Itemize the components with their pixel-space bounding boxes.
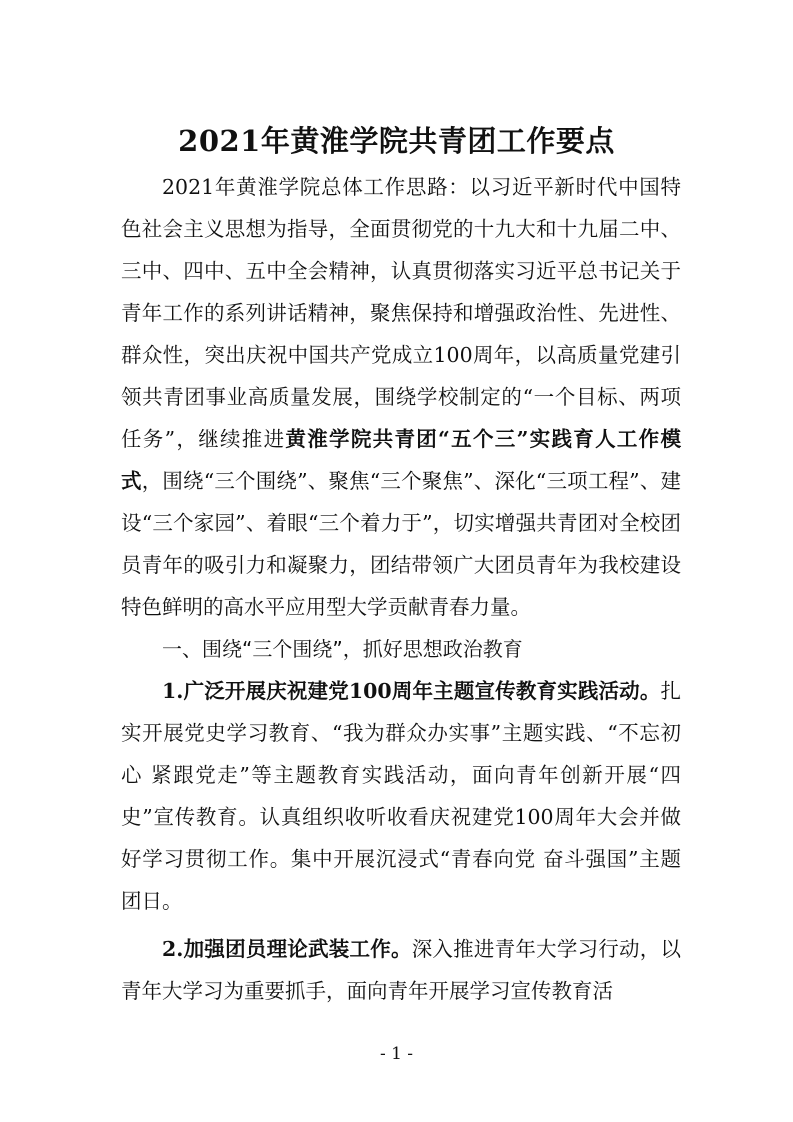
item-1-title: 1.广泛开展庆祝建党100周年主题宣传教育实践活动。	[162, 679, 661, 703]
document-body	[121, 166, 681, 1012]
item-2-paragraph	[121, 928, 681, 1012]
document-title: 2021年黄淮学院共青团工作要点	[178, 124, 615, 159]
page-number: - 1 -	[379, 1044, 414, 1064]
intro-text-part1: 以习近平新时代中国特色社会主义思想为指导，全面贯彻党的十九大和十九届二中、三中、四中、五中全会精神，认真贯彻落实习近平总书记关于青年工作的系列讲话精神，聚焦保持和增强政治性、先进性、群众性，突出庆祝中国共产党成立100周年，以高质量党建引领共青团事业高质量发展，围绕学校制定的“一个目标、两项任务”，继续推进	[121, 175, 682, 451]
intro-paragraph	[121, 166, 681, 628]
intro-emphasis: 黄淮学院共青团“五个三”实践育人工作模式	[121, 427, 681, 493]
section-heading-1: 一、围绕“三个围绕”，抓好思想政治教育	[162, 637, 523, 661]
item-2-title: 2.加强团员理论武装工作。	[162, 937, 412, 961]
item-1-text: 扎实开展党史学习教育、“我为群众办实事”主题实践、“不忘初心 紧跟党走”等主题教育实践活动，面向青年创新开展“四史”宣传教育。认真组织收听收看庆祝建党100周年大会并做好学习贯彻工作。集中开展沉浸式“青春向党 奋斗强国”主题团日。	[121, 679, 681, 913]
item-2-text: 深入推进青年大学习行动，以青年大学习为重要抓手，面向青年开展学习宣传教育活	[121, 937, 681, 1003]
item-1-paragraph	[121, 670, 681, 922]
intro-lead: 2021年黄淮学院总体工作思路：	[162, 175, 470, 199]
intro-text-part2: ，围绕“三个围绕”、聚焦“三个聚焦”、深化“三项工程”、建设“三个家园”、着眼“三个着力于”，切实增强共青团对全校团员青年的吸引力和凝聚力，团结带领广大团员青年为我校建设特色鲜明的高水平应用型大学贡献青春力量。	[121, 469, 682, 619]
